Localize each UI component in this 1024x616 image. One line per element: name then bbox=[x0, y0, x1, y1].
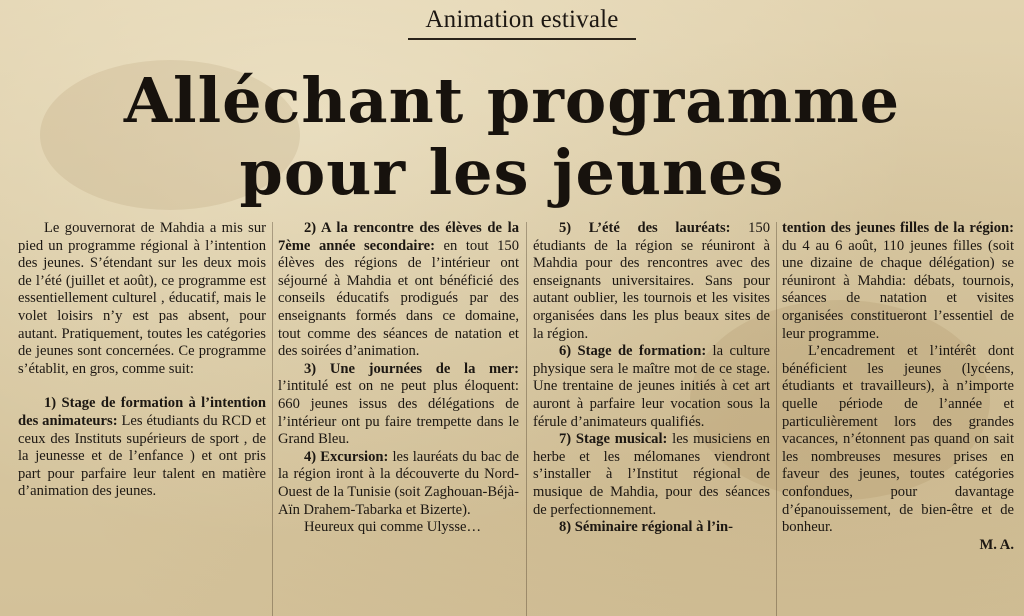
column-divider bbox=[272, 222, 273, 616]
headline-line-1: Alléchant programme bbox=[123, 64, 901, 137]
item-4-heading: 4) Excursion: bbox=[304, 448, 389, 465]
item-8-continued-paragraph bbox=[782, 220, 1014, 343]
item-6-heading: 6) Stage de formation: bbox=[559, 343, 707, 360]
article-column-1 bbox=[18, 220, 266, 616]
item-7-heading: 7) Stage musical: bbox=[559, 431, 668, 448]
item-1-heading: 1) Stage de formation à l’intention des animateurs: bbox=[18, 395, 266, 429]
item-1-text: Les étudiants du RCD et ceux des Instituts supérieurs de sport , de la jeunesse et de l’enfance ) et ont pris part pour parfaire leur talent en matière d’animation des jeunes. bbox=[18, 412, 266, 500]
item-8-continued-heading: tention des jeunes filles de la région: bbox=[782, 220, 1014, 236]
item-2-heading: 2) A la rencontre des élèves de la 7ème année secondaire: bbox=[278, 220, 519, 254]
item-6-text: la culture physique sera le maître mot de ce stage. Une trentaine de jeunes initiés à cet art auront à parfaire leur vocation sous la férule d’animateurs qualifiés. bbox=[533, 343, 770, 430]
paragraph-gap bbox=[18, 378, 266, 395]
closing-quote: Heureux qui comme Ulysse… bbox=[304, 519, 482, 536]
item-5-paragraph bbox=[533, 220, 770, 343]
item-1-paragraph bbox=[18, 395, 266, 501]
article-column-4 bbox=[782, 220, 1014, 616]
item-7-text: les musiciens en herbe et les mélomanes viendront s’installer à l’Institut régional de musique de Mahdia, pour des séances de perfectionnement. bbox=[533, 431, 770, 518]
item-6-paragraph bbox=[533, 343, 770, 431]
item-2-text: en tout 150 élèves des régions de l’intérieur ont séjourné à Mahdia et ont bénéficié des conseils éducatifs prodigués par des enseignants formés dans ce domaine, tout comme des séances de natation et des soirées d’animation. bbox=[278, 237, 519, 360]
item-7-paragraph bbox=[533, 431, 770, 519]
item-3-paragraph bbox=[278, 361, 519, 449]
article-column-3 bbox=[533, 220, 770, 616]
item-3-heading: 3) Une journées de la mer: bbox=[304, 360, 519, 377]
conclusion-paragraph: L’encadrement et l’intérêt dont bénéficient les jeunes (lycéens, étudiants et travailleurs), à n’importe quelle période de l’année et particulièrement lors des grandes vacances, n’étonnent pas quand on sait les nombreuses mesures prises en faveur des jeunes, toutes catégories confondues, pour davantage d’épanouissement, de bien-être et de bonheur. bbox=[782, 343, 1014, 536]
item-8-continued-text: du 4 au 6 août, 110 jeunes filles (soit une dizaine de chaque délégation) se réuniront à Mahdia: débats, tournois, séances de natation et visites organisées constitueront l’essentiel de leur programme. bbox=[782, 237, 1014, 342]
item-5-text: 150 étudiants de la région se réuniront à Mahdia pour des rencontres avec des enseignants universitaires. Sans pour autant oublier, les tournois et les visites organisées dans les plus beaux sites de la région. bbox=[533, 220, 770, 342]
item-8-paragraph bbox=[533, 519, 770, 537]
section-kicker: Animation estivale bbox=[408, 4, 636, 40]
item-5-heading: 5) L’été des lauréats: bbox=[559, 220, 731, 236]
item-8-heading: 8) Séminaire régional à l’in- bbox=[559, 519, 734, 536]
author-signature: M. A. bbox=[979, 536, 1014, 553]
item-2-paragraph bbox=[278, 220, 519, 361]
item-3-text: l’intitulé est on ne peut plus éloquent: 660 jeunes issus des délégations de l’intérieur ont pu faire trempette dans le Grand Bleu. bbox=[278, 378, 519, 448]
item-4-paragraph bbox=[278, 449, 519, 519]
intro-paragraph: Le gouvernorat de Mahdia a mis sur pied un programme régional à l’intention des jeunes. S’étendant sur les deux mois de l’été (juillet et août), ce programme est essentiellement culturel , éducatif, mais le volet loisirs n’y est pas absent, pour autant. Pratiquement, toutes les catégories de jeunes sont concernées. Ce programme s’établit, en gros, comme suit: bbox=[18, 220, 266, 377]
column-divider bbox=[776, 222, 777, 616]
headline-line-2: pour les jeunes bbox=[239, 136, 785, 209]
column-divider bbox=[526, 222, 527, 616]
item-4-text: les lauréats du bac de la région iront à la découverte du Nord-Ouest de la Tunisie (soit Zaghouan-Béjà-Aïn Drahem-Tabarka et Bizerte). bbox=[278, 448, 519, 518]
article-column-2 bbox=[278, 220, 519, 616]
